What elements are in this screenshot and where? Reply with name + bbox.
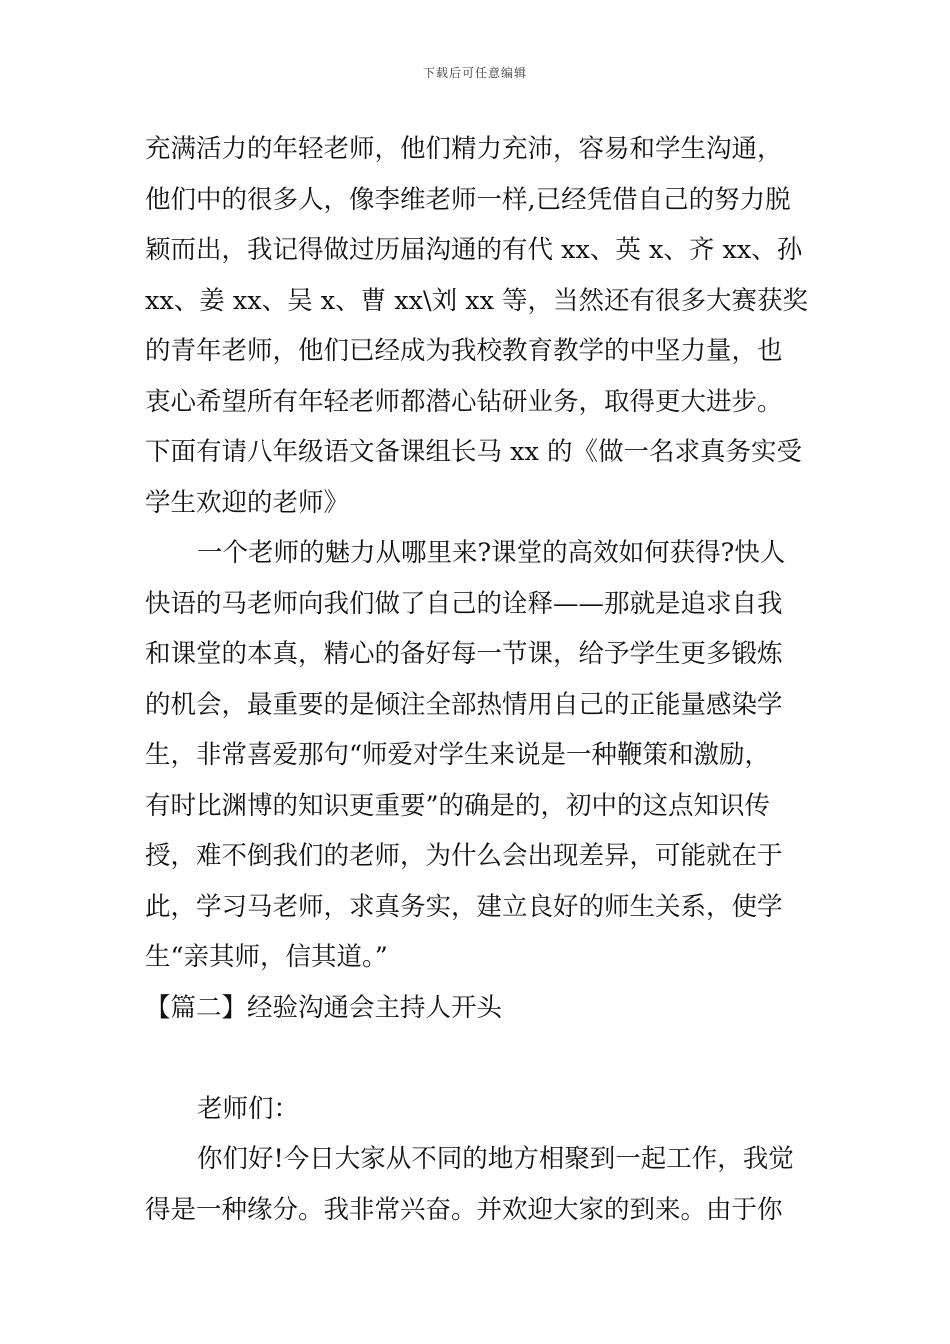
text-line: 的青年老师，他们已经成为我校教育教学的中坚力量，也 [145, 336, 783, 366]
salutation: 老师们： [197, 1093, 300, 1124]
text-line: 他们中的很多人，像李维老师一样,已经凭借自己的努力脱 [145, 184, 791, 215]
blank-line [145, 1033, 810, 1084]
text-line: 衷心希望所有年轻老师都潜心钻研业务，取得更大进步。 [145, 386, 783, 417]
text-line: 此，学习马老师，求真务实，建立良好的师生关系，使学 [145, 891, 783, 922]
text-line: 下面有请八年级语文备课组长马 xx 的《做一名求真务实受 [145, 437, 802, 467]
text-line: 颖而出，我记得做过历届沟通的有代 xx、英 x、齐 xx、孙 [145, 235, 803, 265]
text-line: 生“亲其师，信其道。” [145, 942, 388, 972]
text-line: 授，难不倒我们的老师，为什么会出现差异，可能就在于 [145, 841, 783, 871]
text-line: 你们好!今日大家从不同的地方相聚到一起工作，我觉 [197, 1144, 794, 1174]
document-body [145, 124, 810, 1235]
text-line: 生，非常喜爱那句“师爱对学生来说是一种鞭策和激励， [145, 740, 771, 770]
text-line: xx、姜 xx、吴 x、曹 xx\刘 xx 等，当然还有很多大赛获奖 [145, 285, 809, 316]
text-line: 充满活力的年轻老师，他们精力充沛，容易和学生沟通， [145, 134, 783, 164]
text-line: 和课堂的本真，精心的备好每一节课，给予学生更多锻炼 [145, 639, 783, 669]
text-line: 快语的马老师向我们做了自己的诠释——那就是追求自我 [145, 588, 783, 619]
paragraph-2 [145, 528, 810, 983]
section-heading: 【篇二】经验沟通会主持人开头 [145, 992, 503, 1023]
page-header: 下载后可任意编辑 [422, 66, 527, 80]
text-line: 的机会，最重要的是倾注全部热情用自己的正能量感染学 [145, 689, 783, 720]
text-line: 学生欢迎的老师》 [145, 487, 350, 518]
paragraph-3 [145, 1134, 810, 1235]
text-line: 一个老师的魅力从哪里来?课堂的高效如何获得?快人 [197, 538, 786, 568]
text-line: 得是一种缘分。我非常兴奋。并欢迎大家的到来。由于你 [145, 1194, 783, 1225]
text-line: 有时比渊博的知识更重要”的确是的，初中的这点知识传 [145, 790, 771, 821]
paragraph-1 [145, 124, 810, 528]
